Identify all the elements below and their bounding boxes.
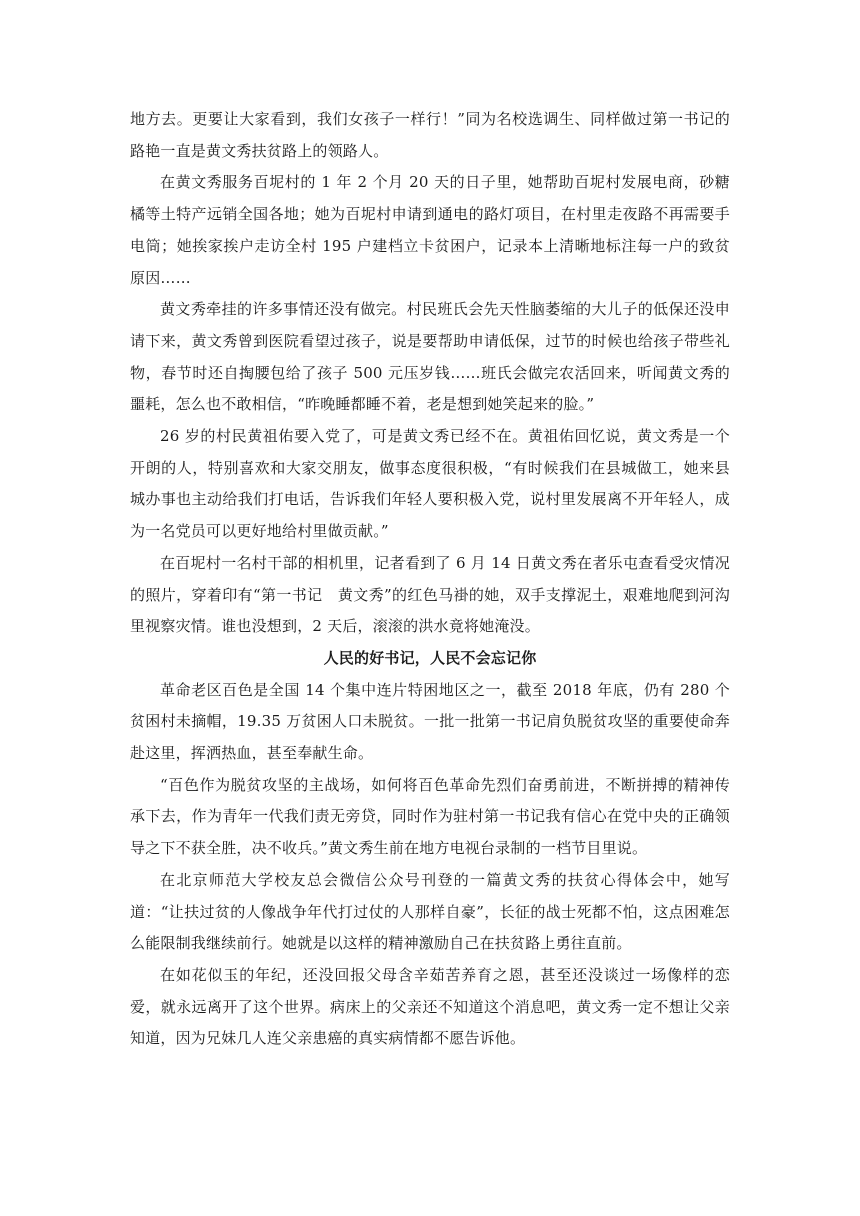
paragraph: “百色作为脱贫攻坚的主战场，如何将百色革命先烈们奋勇前进，不断拼搏的精神传承下去，作为青年一代我们责无旁贷，同时作为驻村第一书记我有信心在党中央的正确领导之下不获全胜，决不收兵。”黄文秀生前在地方电视台录制的一档节目里说。 — [130, 775, 730, 858]
paragraph: 黄文秀牵挂的许多事情还没有做完。村民班氏会先天性脑萎缩的大儿子的低保还没申请下来，黄文秀曾到医院看望过孩子，说是要帮助申请低保，过节的时候也给孩子带些礼物，春节时还自掏腰包给了孩子 500 元压岁钱……班氏会做完农活回来，听闻黄文秀的噩耗，怎么也不敢相信，“昨晚睡都睡不着，老是想到她笑起来的脸。” — [130, 300, 730, 414]
section-heading: 人民的好书记，人民不会忘记你 — [323, 648, 537, 667]
paragraph: 26 岁的村民黄祖佑要入党了，可是黄文秀已经不在。黄祖佑回忆说，黄文秀是一个开朗的人，特别喜欢和大家交朋友，做事态度很积极，“有时候我们在县城做工，她来县城办事也主动给我们打电话，告诉我们年轻人要积极入党，说村里发展离不开年轻人，成为一名党员可以更好地给村里做贡献。” — [130, 427, 730, 541]
paragraph: 在如花似玉的年纪，还没回报父母含辛茹苦养育之恩，甚至还没谈过一场像样的恋爱，就永远离开了这个世界。病床上的父亲还不知道这个消息吧，黄文秀一定不想让父亲知道，因为兄妹几人连父亲患癌的真实病情都不愿告诉他。 — [130, 965, 730, 1048]
paragraph: 在北京师范大学校友总会微信公众号刊登的一篇黄文秀的扶贫心得体会中，她写道：“让扶过贫的人像战争年代打过仗的人那样自豪”，长征的战士死都不怕，这点困难怎么能限制我继续前行。她就是以这样的精神激励自己在扶贫路上勇往直前。 — [130, 870, 730, 953]
paragraph: 在黄文秀服务百坭村的 1 年 2 个月 20 天的日子里，她帮助百坭村发展电商，砂糖橘等土特产远销全国各地；她为百坭村申请到通电的路灯项目，在村里走夜路不再需要手电筒；她挨家挨户走访全村 195 户建档立卡贫困户，记录本上清晰地标注每一户的致贫原因…… — [130, 173, 730, 287]
document-page — [130, 104, 730, 1055]
paragraph: 在百坭村一名村干部的相机里，记者看到了 6 月 14 日黄文秀在者乐屯查看受灾情况的照片，穿着印有“第一书记 黄文秀”的红色马褂的她，双手支撑泥土，艰难地爬到河沟里视察灾情。谁也没想到，2 天后，滚滚的洪水竟将她淹没。 — [130, 553, 730, 636]
paragraph: 革命老区百色是全国 14 个集中连片特困地区之一，截至 2018 年底，仍有 280 个贫困村未摘帽，19.35 万贫困人口未脱贫。一批一批第一书记肩负脱贫攻坚的重要使命奔赴这里，挥洒热血，甚至奉献生命。 — [130, 680, 730, 763]
paragraph: 地方去。更要让大家看到，我们女孩子一样行！”同为名校选调生、同样做过第一书记的路艳一直是黄文秀扶贫路上的领路人。 — [130, 110, 730, 160]
